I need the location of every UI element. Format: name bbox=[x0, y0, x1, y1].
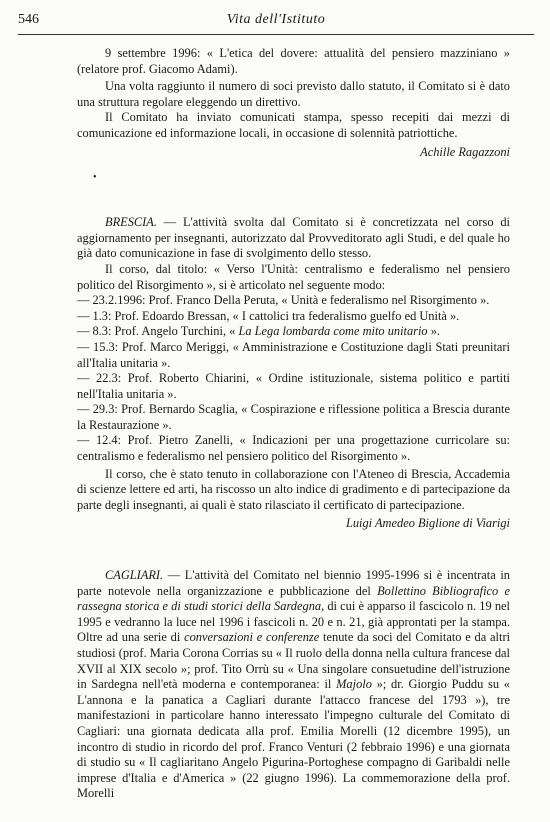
lesson-item bbox=[77, 324, 510, 340]
page-body bbox=[77, 46, 510, 802]
lesson-title-italic: La Lega lombarda come mito unitario bbox=[238, 324, 428, 339]
lesson-item: — 1.3: Prof. Edoardo Bressan, « I cattolici tra federalismo guelfo ed Unità ». bbox=[77, 308, 460, 323]
cagliari-city-heading: CAGLIARI. bbox=[105, 568, 164, 583]
lesson-item: — 29.3: Prof. Bernardo Scaglia, « Cospirazione e riflessione politica a Brescia durante la Restaurazione ». bbox=[77, 402, 510, 432]
running-title: Vita dell'Istituto bbox=[226, 12, 326, 27]
cagliari-text-3: tenute da soci del Comitato e da altri studiosi (prof. Maria Corona Corrias su « Il ruolo della donna nella cultura francese dal XVII al XIX secolo »; prof. Tito Orrù su « Una singolare consuetudine dell'istruzione in Sardegna nell'età moderna e contemporanea: il bbox=[77, 630, 511, 692]
intro-paragraph-2: Il Comitato ha inviato comunicati stampa, spesso recepiti dai mezzi di comunicazione ed informazione locali, in occasione di solennità patriottiche. bbox=[77, 110, 510, 140]
brescia-closing: Il corso, che è stato tenuto in collaborazione con l'Ateneo di Brescia, Accademia di scienze lettere ed arti, ha riscosso un alto indice di gradimento e di partecipazione da parte degli insegnanti, ai quali è stato rilasciato il certificato di partecipazione. bbox=[77, 466, 510, 512]
lesson-item: — 23.2.1996: Prof. Franco Della Peruta, « Unità e federalismo nel Risorgimento ». bbox=[77, 293, 490, 308]
brescia-city-heading: BRESCIA. bbox=[105, 215, 157, 230]
cagliari-bulletin-title: Bollettino Bibliografico e rassegna storica e di studi storici della Sardegna bbox=[77, 583, 510, 614]
cagliari-text-4: »; dr. Giorgio Puddu su « L'annona e la panatica a Cagliari durante l'attacco francese del 1793 »), tre manifestazioni in particolare hanno interessato l'impegno culturale del Comitato di Cagliari: una giornata dedicata alla prof. Emilia Morelli (12 dicembre 1995), un incontro di studio in ricordo del prof. Franco Venturi (2 febbraio 1996) e una giornata di studio su « Il cagliaritano Angelo Pigurina-Portoghese compagno di Garibaldi nelle imprese d'Italia e d'America » (22 giugno 1996). La commemorazione della prof. Morelli bbox=[77, 677, 510, 801]
lesson-item: — 22.3: Prof. Roberto Chiarini, « Ordine istituzionale, sistema politico e partiti nell'Italia unitaria ». bbox=[77, 371, 510, 401]
brescia-lead-paragraph bbox=[77, 215, 510, 262]
event-line: 9 settembre 1996: « L'etica del dovere: attualità del pensiero mazziniano » (relatore prof. Giacomo Adami). bbox=[77, 46, 510, 76]
cagliari-text-1: — L'attività del Comitato nel biennio 1995-1996 si è incentrata in parte notevole nella organizzazione e pubblicazione del bbox=[77, 568, 510, 598]
cagliari-text-2: , di cui è apparso il fascicolo n. 19 nel 1995 e vedranno la luce nel 1996 i fascicoli n. 20 e n. 21, già approntati per la stampa. Oltre ad una serie di bbox=[77, 599, 510, 645]
cagliari-conferences: conversazioni e conferenze bbox=[184, 630, 320, 645]
bullet-mark: • bbox=[93, 172, 97, 183]
lesson-item: — 12.4: Prof. Pietro Zanelli, « Indicazioni per una progettazione curricolare su: centralismo e federalismo nel pensiero politico del Risorgimento ». bbox=[77, 433, 510, 464]
brescia-lead-text: — L'attività svolta dal Comitato si è concretizzata nel corso di aggiornamento per insegnanti, autorizzato dal Provveditorato agli Studi, e del quale ho già dato comunicazione in fase di svolgimento dello stesso. bbox=[77, 215, 510, 261]
signature-ragazzoni: Achille Ragazzoni bbox=[420, 144, 510, 159]
lesson-pre: — 8.3: Prof. Angelo Turchini, « bbox=[77, 324, 239, 339]
lesson-post: ». bbox=[427, 324, 441, 339]
page-number: 546 bbox=[18, 12, 39, 27]
brescia-course-intro: Il corso, dal titolo: « Verso l'Unità: centralismo e federalismo nel pensiero politico del Risorgimento », si è articolato nel seguente modo: bbox=[77, 261, 510, 292]
signature-biglione: Luigi Amedeo Biglione di Viarigi bbox=[345, 516, 510, 531]
cagliari-majolo: Majolo bbox=[336, 677, 372, 692]
cagliari-paragraph bbox=[77, 568, 510, 802]
lesson-item: — 15.3: Prof. Marco Meriggi, « Amministrazione e Costituzione dagli Stati preunitari all'Italia unitaria ». bbox=[77, 339, 510, 370]
page-header bbox=[18, 10, 534, 35]
intro-paragraph-1: Una volta raggiunto il numero di soci previsto dallo statuto, il Comitato si è dato una struttura regolare eleggendo un direttivo. bbox=[77, 79, 510, 109]
